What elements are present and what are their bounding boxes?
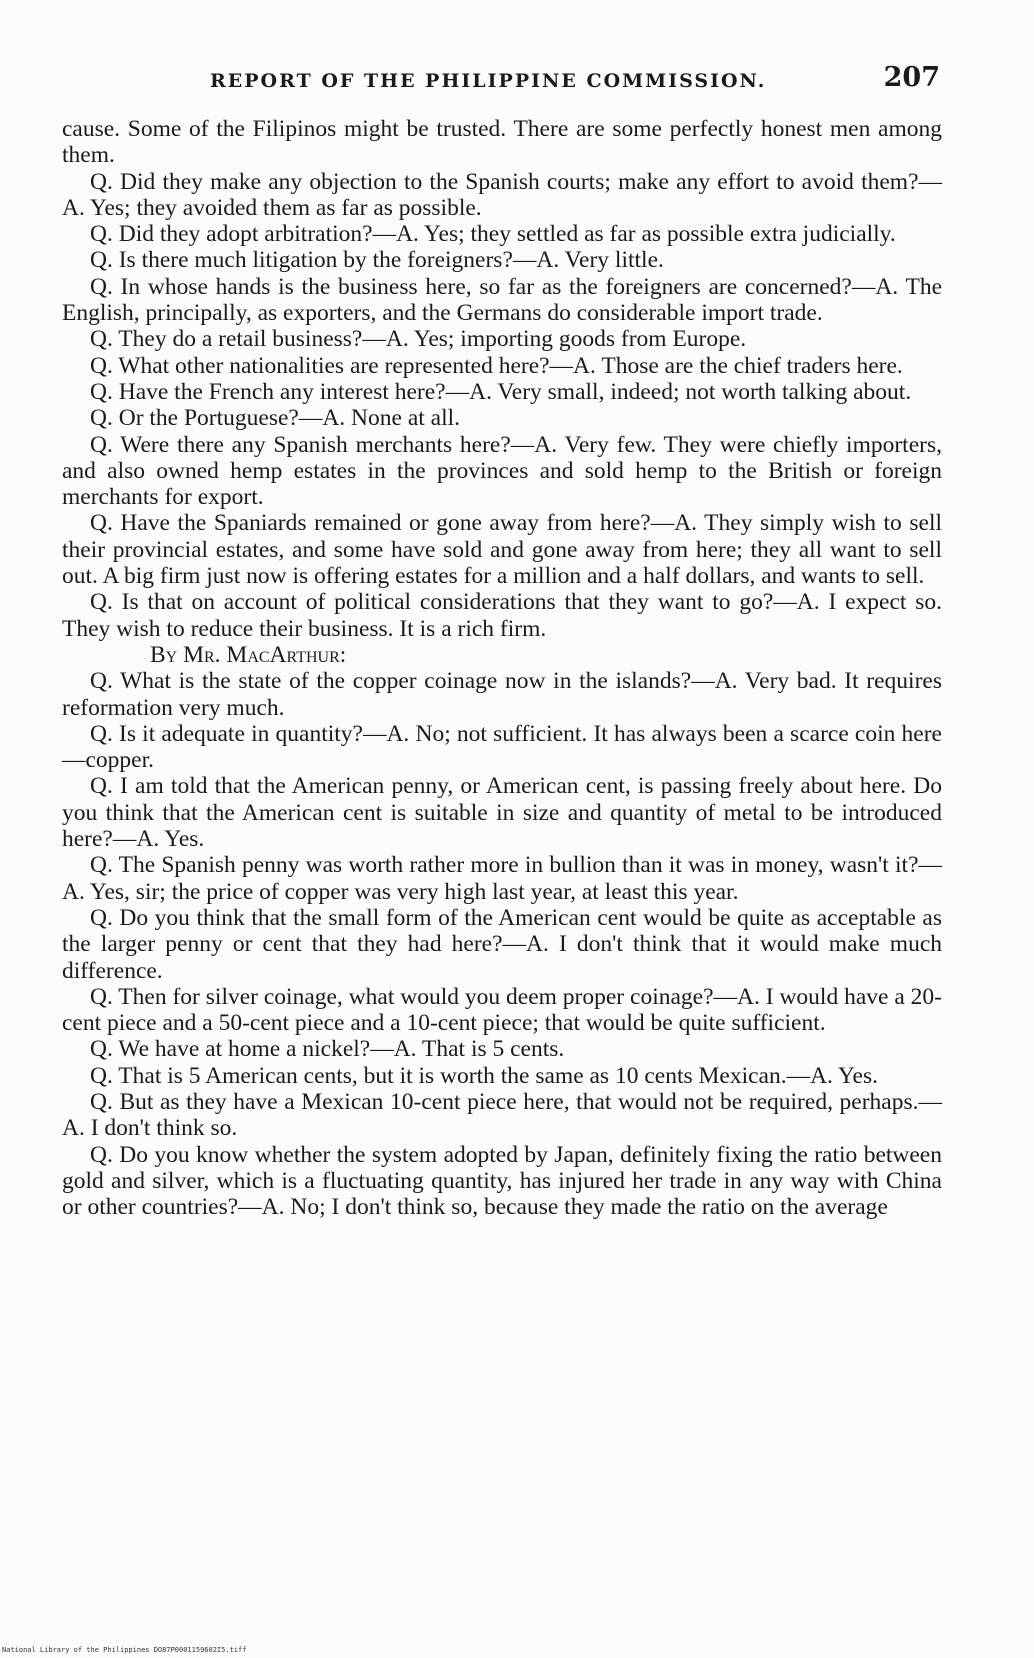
paragraph: Q. The Spanish penny was worth rather more in bullion than it was in money, wasn't it?—A. Yes, sir; the price of copper was very high last year, at least this year. [62, 852, 942, 905]
paragraph: Q. Then for silver coinage, what would you deem proper coinage?—A. I would have a 20-cent piece and a 50-cent piece and a 10-cent piece; that would be quite sufficient. [62, 983, 942, 1037]
paragraph: Q. But as they have a Mexican 10-cent piece here, that would not be required, perhaps.—A. I don't think so. [62, 1088, 942, 1142]
paragraph: cause. Some of the Filipinos might be trusted. There are some perfectly honest men among them. [62, 116, 942, 169]
paragraph: Q. What is the state of the copper coinage now in the islands?—A. Very bad. It requires reformation very much. [62, 668, 942, 721]
page-number: 207 [883, 62, 940, 93]
paragraph: Q. Have the French any interest here?—A. Very small, indeed; not worth talking about. [90, 378, 912, 405]
paragraph: Q. They do a retail business?—A. Yes; importing goods from Europe. [90, 326, 747, 353]
speaker-label: By Mr. MacArthur: [150, 641, 347, 668]
paragraph: Q. What other nationalities are represented here?—A. Those are the chief traders here. [90, 352, 903, 379]
paragraph: Q. Is it adequate in quantity?—A. No; not sufficient. It has always been a scarce coin here—copper. [62, 720, 942, 774]
paragraph: Q. In whose hands is the business here, so far as the foreigners are concerned?—A. The English, principally, as exporters, and the Germans do considerable import trade. [62, 273, 942, 327]
paragraph: Q. Or the Portuguese?—A. None at all. [90, 405, 461, 432]
paragraph: Q. Did they make any objection to the Spanish courts; make any effort to avoid them?—A. Yes; they avoided them as far as possible. [62, 168, 942, 221]
running-head: REPORT OF THE PHILIPPINE COMMISSION. [210, 70, 767, 92]
paragraph: Q. I am told that the American penny, or American cent, is passing freely about here. Do you think that the American cent is suitable in size and quantity of metal to be introduced here?—A. Yes. [62, 773, 942, 853]
scan-footer: National Library of the Philippines DO87P0001159602I5.tiff [2, 1646, 247, 1654]
paragraph: Q. Have the Spaniards remained or gone away from here?—A. They simply wish to sell their provincial estates, and some have sold and gone away from here; they all want to sell out. A big firm just now is offering estates for a million and a half dollars, and wants to sell. [62, 510, 942, 590]
body-text [62, 116, 942, 1220]
paragraph: Q. Were there any Spanish merchants here?—A. Very few. They were chiefly importers, and also owned hemp estates in the provinces and sold hemp to the British or foreign merchants for export. [62, 431, 942, 511]
paragraph: Q. Do you think that the small form of the American cent would be quite as acceptable as the larger penny or cent that they had here?—A. I don't think that it would make much difference. [62, 904, 942, 984]
paragraph: Q. Is there much litigation by the foreigners?—A. Very little. [90, 247, 664, 274]
paragraph: Q. We have at home a nickel?—A. That is 5 cents. [90, 1036, 565, 1063]
paragraph: Q. Did they adopt arbitration?—A. Yes; they settled as far as possible extra judicially. [90, 221, 896, 248]
page-header [60, 62, 940, 102]
paragraph: Q. Is that on account of political considerations that they want to go?—A. I expect so. They wish to reduce their business. It is a rich firm. [62, 589, 942, 642]
paragraph: Q. Do you know whether the system adopted by Japan, definitely fixing the ratio between gold and silver, which is a fluctuating quantity, has injured her trade in any way with China or other countries?—A. No; I don't think so, because they made the ratio on the average [62, 1141, 942, 1221]
paragraph: Q. That is 5 American cents, but it is worth the same as 10 cents Mexican.—A. Yes. [90, 1062, 878, 1089]
